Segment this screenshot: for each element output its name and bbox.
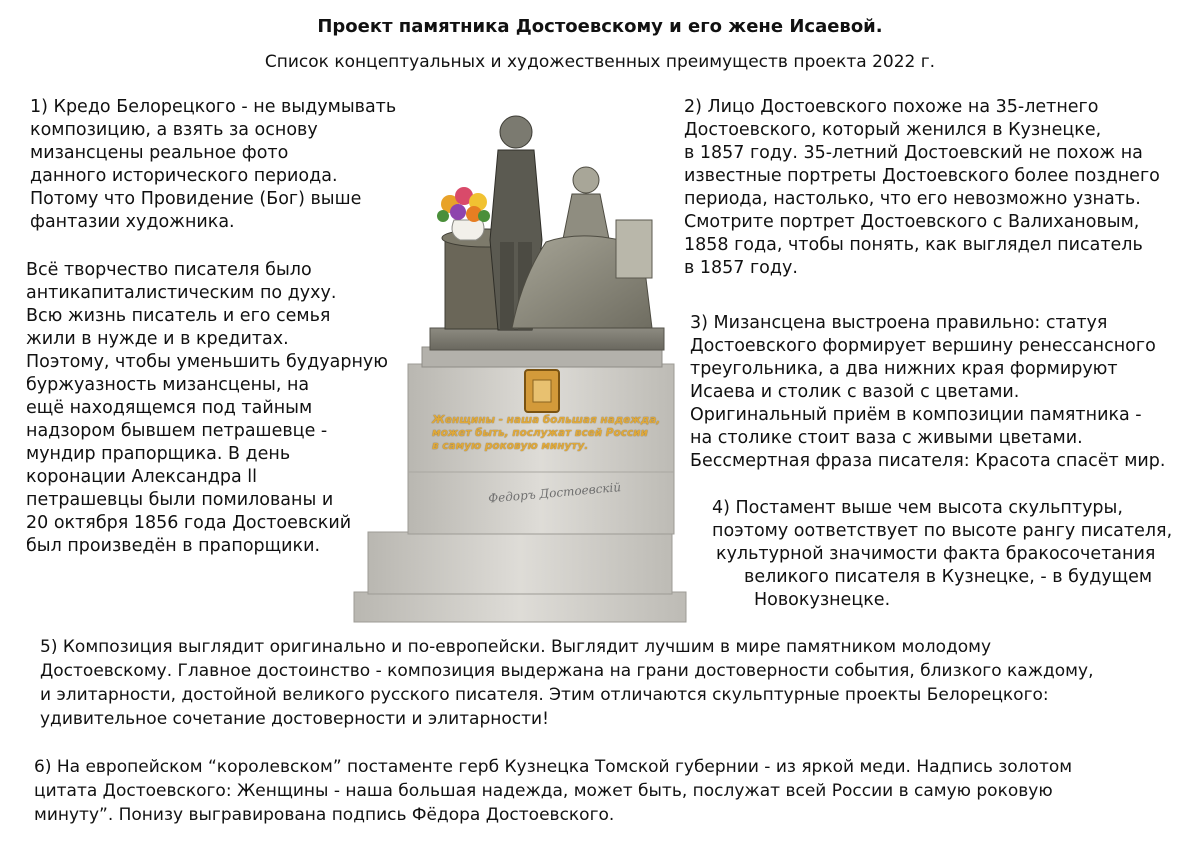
text-line: коронации Александра ll: [26, 467, 257, 487]
paragraph-creativity: [26, 259, 388, 558]
text-line: 2) Лицо Достоевского похоже на 35-летнего: [684, 97, 1099, 117]
text-line: Достоевского, который женился в Кузнецке,: [684, 120, 1102, 140]
text-line: Оригинальный приём в композиции памятника -: [690, 405, 1142, 425]
text-line: минуту”. Понизу выгравирована подпись Фёдора Достоевского.: [34, 805, 615, 825]
text-line: Исаева и столик с вазой с цветами.: [690, 382, 1020, 402]
text-line: 20 октября 1856 года Достоевский: [26, 513, 352, 533]
text-line: 1858 года, чтобы понять, как выглядел писатель: [684, 235, 1143, 255]
text-line: великого писателя в Кузнецке, - в будущем: [744, 567, 1153, 587]
text-line: мундир прапорщика. В день: [26, 444, 291, 464]
text-line: 1) Кредо Белорецкого - не выдумывать: [30, 97, 397, 117]
text-line: Достоевского формирует вершину ренессансного: [690, 336, 1156, 356]
text-line: данного исторического периода.: [30, 166, 338, 186]
inscription-line: в самую роковую минуту.: [432, 440, 589, 452]
text-line: был произведён в прапорщики.: [26, 536, 321, 556]
paragraph-5: [40, 635, 1093, 731]
text-line: Всё творчество писателя было: [26, 260, 312, 280]
paragraph-4: [712, 497, 1192, 612]
monument-illustration: [350, 92, 690, 624]
pedestal-lower-step: [368, 532, 672, 594]
text-line: Смотрите портрет Достоевского с Валихановым,: [684, 212, 1140, 232]
pedestal-bottom-step: [354, 592, 686, 622]
page-title: Проект памятника Достоевскому и его жене Исаевой.: [317, 16, 883, 37]
text-line: буржуазность мизансцены, на: [26, 375, 310, 395]
text-line: треугольника, а два нижних края формируют: [690, 359, 1118, 379]
text-line: Новокузнецке.: [754, 590, 891, 610]
text-line: в 1857 году. 35-летний Достоевский не похож на: [684, 143, 1143, 163]
paragraph-2: [684, 96, 1160, 280]
text-line: периода, настолько, что его невозможно узнать.: [684, 189, 1141, 209]
paragraph-6: [34, 755, 1072, 827]
text-line: 6) На европейском “королевском” постаменте герб Кузнецка Томской губернии - из яркой меди. Надпись золотом: [34, 757, 1073, 777]
text-line: культурной значимости факта бракосочетания: [716, 544, 1156, 564]
vase: [452, 220, 484, 240]
paragraph-1: [30, 96, 396, 234]
text-line: петрашевцы были помилованы и: [26, 490, 334, 510]
text-line: 4) Постамент выше чем высота скульптуры,: [712, 498, 1123, 518]
text-line: фантазии художника.: [30, 212, 235, 232]
text-line: мизансцены реальное фото: [30, 143, 289, 163]
text-line: в 1857 году.: [684, 258, 798, 278]
text-line: Поэтому, чтобы уменьшить будуарную: [26, 352, 388, 372]
flowers: [437, 187, 490, 222]
text-line: антикапиталистическим по духу.: [26, 283, 337, 303]
inscription-line: может быть, послужат всей России: [432, 427, 648, 439]
text-line: ещё находящемся под тайным: [26, 398, 313, 418]
inscription-line: Женщины - наша большая надежда,: [432, 414, 661, 426]
text-line: и элитарности, достойной великого русского писателя. Этим отличаются скульптурные проекты Белорецкого:: [40, 685, 1049, 705]
page-subtitle: Список концептуальных и художественных преимуществ проекта 2022 г.: [264, 52, 936, 72]
monument-drawing: [350, 92, 690, 624]
text-line: надзором бывшем петрашевце -: [26, 421, 328, 441]
text-line: известные портреты Достоевского более позднего: [684, 166, 1160, 186]
text-line: 5) Композиция выглядит оригинально и по-европейски. Выглядит лучшим в мире памятником молодому: [40, 637, 992, 657]
text-line: композицию, а взять за основу: [30, 120, 318, 140]
text-line: жили в нужде и в кредитах.: [26, 329, 289, 349]
text-line: Бессмертная фраза писателя: Красота спасёт мир.: [690, 451, 1166, 471]
text-line: поэтому оответствует по высоте рангу писателя,: [712, 521, 1173, 541]
text-line: 3) Мизансцена выстроена правильно: статуя: [690, 313, 1108, 333]
paragraph-3: [690, 312, 1165, 473]
monument-inscription: [432, 414, 672, 453]
text-line: цитата Достоевского: Женщины - наша большая надежда, может быть, послужат всей России в самую роковую: [34, 781, 1053, 801]
text-line: Достоевскому. Главное достоинство - композиция выдержана на грани достоверности события, близкого каждому,: [40, 661, 1094, 681]
text-line: на столике стоит ваза с живыми цветами.: [690, 428, 1083, 448]
text-line: удивительное сочетание достоверности и элитарности!: [40, 709, 549, 729]
pedestal-top-slab: [430, 328, 664, 350]
engraved-signature: Федоръ Достоевскій: [487, 480, 622, 506]
text-line: Всю жизнь писатель и его семья: [26, 306, 331, 326]
text-line: Потому что Провидение (Бог) выше: [30, 189, 362, 209]
